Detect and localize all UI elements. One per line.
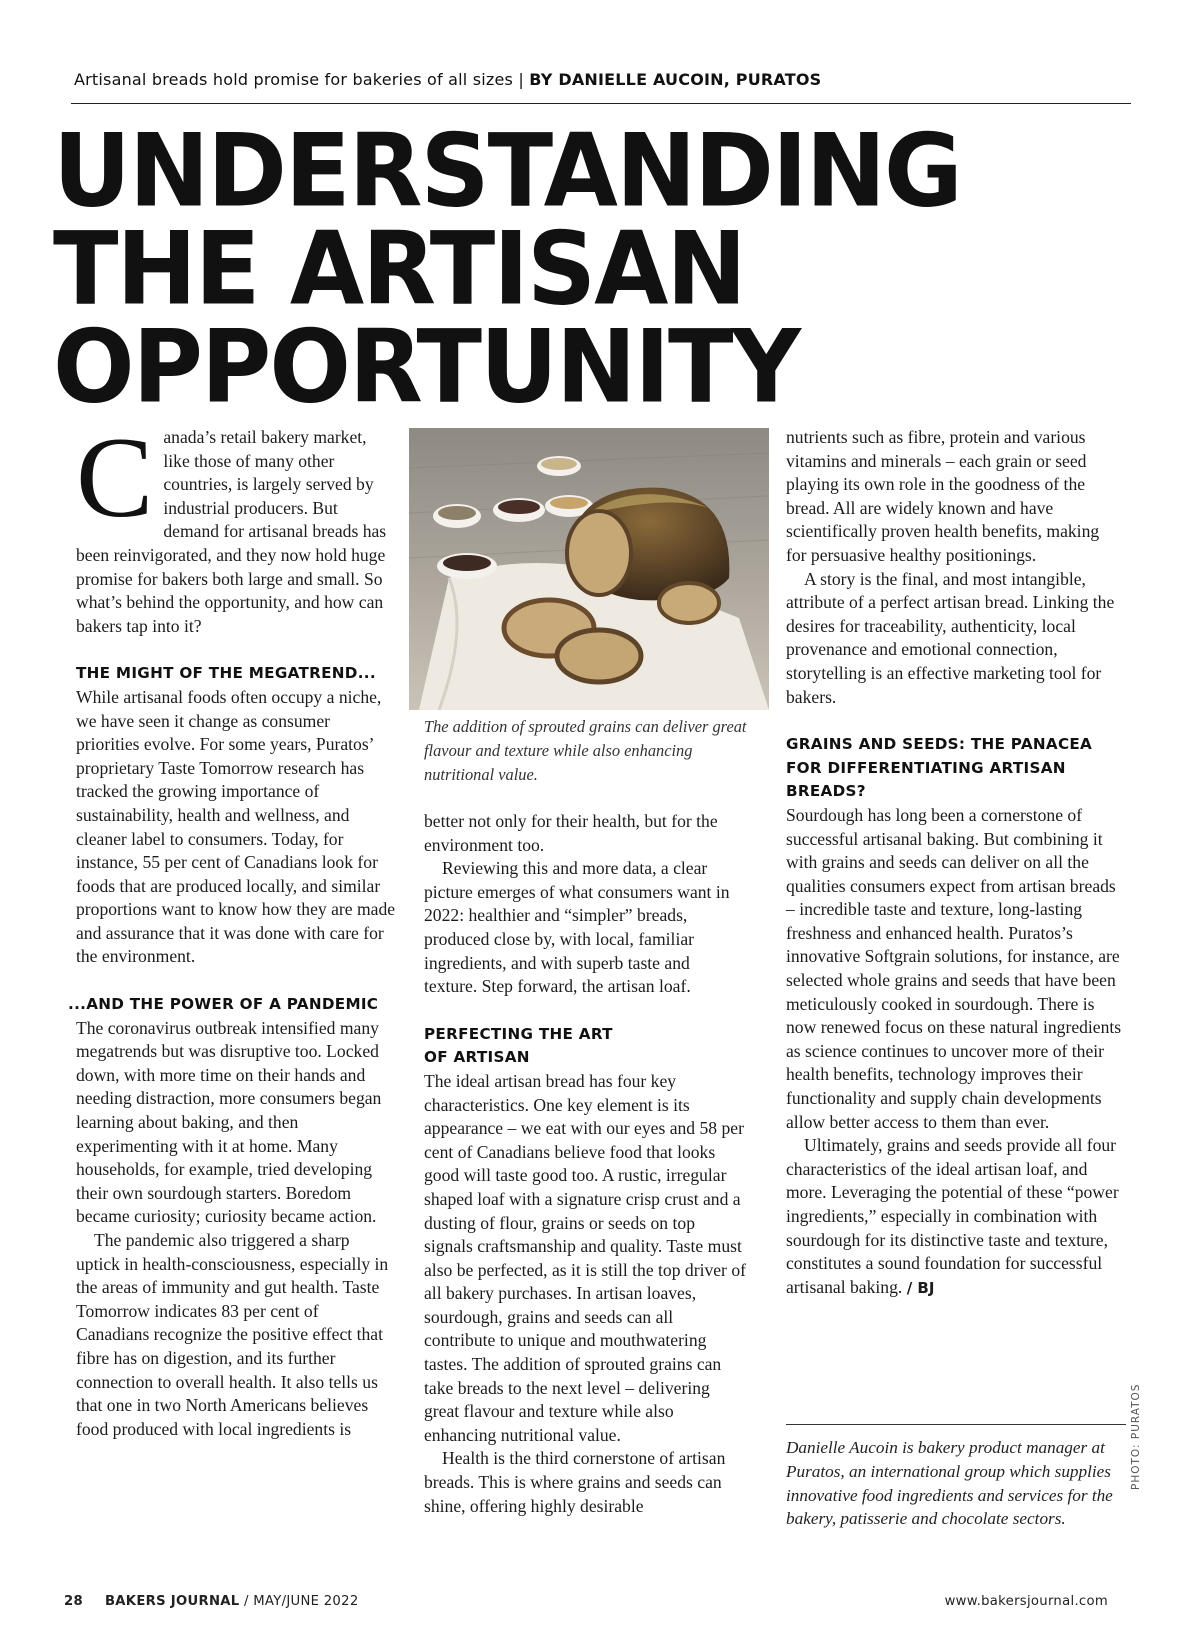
subheading-megatrend: THE MIGHT OF THE MEGATREND...	[76, 664, 376, 683]
column-2	[424, 810, 746, 1518]
subheading-pandemic: ...AND THE POWER OF A PANDEMIC	[68, 995, 379, 1014]
footer-folio	[64, 1594, 359, 1609]
intro-paragraph	[76, 414, 396, 638]
grains-paragraph-2-text: Ultimately, grains and seeds provide all four characteristics of the ideal artisan loaf, and more. Leveraging the potential of these “power ingredients,” especially in combination with sourdough for its distinctive taste and texture, constitutes a sound foundation for successful artisanal baking.	[786, 1135, 1119, 1297]
headline-line-1: UNDERSTANDING	[53, 112, 961, 230]
photo-credit: PHOTO: PURATOS	[1130, 1383, 1142, 1490]
col3-paragraph-2: A story is the final, and most intangible, attribute of a perfect artisan bread. Linking the desires for traceability, authenticity, local provenance and emotional connection, storytelling is an effective marketing tool for bakers.	[786, 568, 1115, 707]
issue-date: / MAY/JUNE 2022	[239, 1594, 359, 1609]
footer-url[interactable]: www.bakersjournal.com	[944, 1594, 1108, 1609]
col2-paragraph-1: better not only for their health, but for the environment too.	[424, 811, 718, 855]
bio-rule	[786, 1424, 1126, 1425]
photo-caption: The addition of sprouted grains can deliver great flavour and texture while also enhancing nutritional value.	[424, 717, 747, 784]
col2-paragraph-2: Reviewing this and more data, a clear picture emerges of what consumers want in 2022: healthier and “simpler” breads, produced close by, with local, familiar ingredients, and with superb taste and texture. Step forward, the artisan loaf.	[424, 858, 730, 997]
headline-line-2: THE ARTISAN	[53, 210, 745, 328]
byline: BY DANIELLE AUCOIN, PURATOS	[529, 70, 822, 89]
bread-photo	[409, 428, 769, 710]
headline	[53, 112, 961, 426]
subheading-perfecting-line-1: PERFECTING THE ART	[424, 1024, 613, 1043]
perfecting-paragraph-1: The ideal artisan bread has four key characteristics. One key element is its appearance – we eat with our eyes and 58 per cent of Canadians believe food that looks good will taste good too. A rustic, irregular shaped loaf with a signature crisp crust and a dusting of flour, grains or seeds on top signals craftsmanship and quality. Taste must also be perfected, as it is still the top driver of all bakery purchases. In artisan loaves, sourdough, grains and seeds can all contribute to unique and mouthwatering tastes. The addition of sprouted grains can take breads to the next level – delivering great flavour and texture while also enhancing nutritional value.	[424, 1070, 746, 1445]
column-3	[786, 426, 1122, 1300]
pandemic-paragraph-1: The coronavirus outbreak intensified many megatrends but was disruptive too. Locked down, with more time on their hands and needing distraction, more consumers began learning about baking, and then experimenting with it at home. Many households, for example, tried developing their own sourdough starters. Boredom became curiosity; curiosity became action.	[76, 1017, 382, 1227]
article-kicker	[74, 70, 821, 89]
header-rule	[71, 103, 1131, 104]
intro-text: anada’s retail bakery market, like those of many other countries, is largely served by industrial producers. But demand for artisanal breads has been reinvigorated, and they now hold huge promise for bakers both large and small. So what’s behind the opportunity, and how can bakers tap into it?	[76, 427, 387, 636]
publication-name: BAKERS JOURNAL	[104, 1594, 240, 1609]
column-1	[68, 414, 396, 1441]
pandemic-paragraph-2: The pandemic also triggered a sharp uptick in health-consciousness, especially in the areas of immunity and gut health. Taste Tomorrow indicates 83 per cent of Canadians recognize the positive effect that fibre has on digestion, and its further connection to overall health. It also tells us that one in two North Americans believes food produced with local ingredients is	[76, 1230, 389, 1439]
perfecting-paragraph-2: Health is the third cornerstone of artisan breads. This is where grains and seeds can shine, offering highly desirable	[424, 1448, 726, 1516]
subheading-grains: GRAINS AND SEEDS: THE PANACEA FOR DIFFERENTIATING ARTISAN BREADS?	[786, 735, 1093, 801]
kicker-text: Artisanal breads hold promise for bakeries of all sizes |	[74, 70, 524, 89]
end-mark: / BJ	[906, 1278, 935, 1297]
headline-line-3: OPPORTUNITY	[53, 308, 800, 426]
grains-paragraph-2	[786, 1134, 1122, 1300]
megatrend-paragraph: While artisanal foods often occupy a niche, we have seen it change as consumer priorities evolve. For some years, Puratos’ proprietary Taste Tomorrow research has tracked the growing importance of sustainability, health and wellness, and cleaner label to consumers. Today, for instance, 55 per cent of Canadians look for foods that are produced locally, and similar proportions want to know how they are made and assurance that it was done with care for the environment.	[76, 686, 396, 967]
author-bio: Danielle Aucoin is bakery product manager at Puratos, an international group which supplies innovative food ingredients and services for the bakery, patisserie and chocolate sectors.	[786, 1438, 1113, 1529]
col3-paragraph-1: nutrients such as fibre, protein and various vitamins and minerals – each grain or seed playing its own role in the goodness of the bread. All are widely known and have scientifically proven health benefits, making for persuasive healthy positionings.	[786, 427, 1100, 565]
grains-paragraph-1: Sourdough has long been a cornerstone of successful artisanal baking. But combining it with grains and seeds can deliver on all the qualities consumers expect from artisan breads – incredible taste and texture, long-lasting freshness and enhanced health. Puratos’s innovative Softgrain solutions, for instance, are selected whole grains and seeds that have been meticulously cooked in sourdough. There is now renewed focus on these natural ingredients as science continues to uncover more of their health benefits, technology improves their functionality and supply chain developments allow better access to them than ever.	[786, 804, 1122, 1132]
subheading-perfecting	[424, 1023, 746, 1070]
subheading-perfecting-line-2: OF ARTISAN	[424, 1048, 530, 1067]
drop-cap: C	[76, 414, 154, 542]
page-number: 28	[64, 1594, 83, 1609]
bread-illustration	[409, 428, 769, 710]
